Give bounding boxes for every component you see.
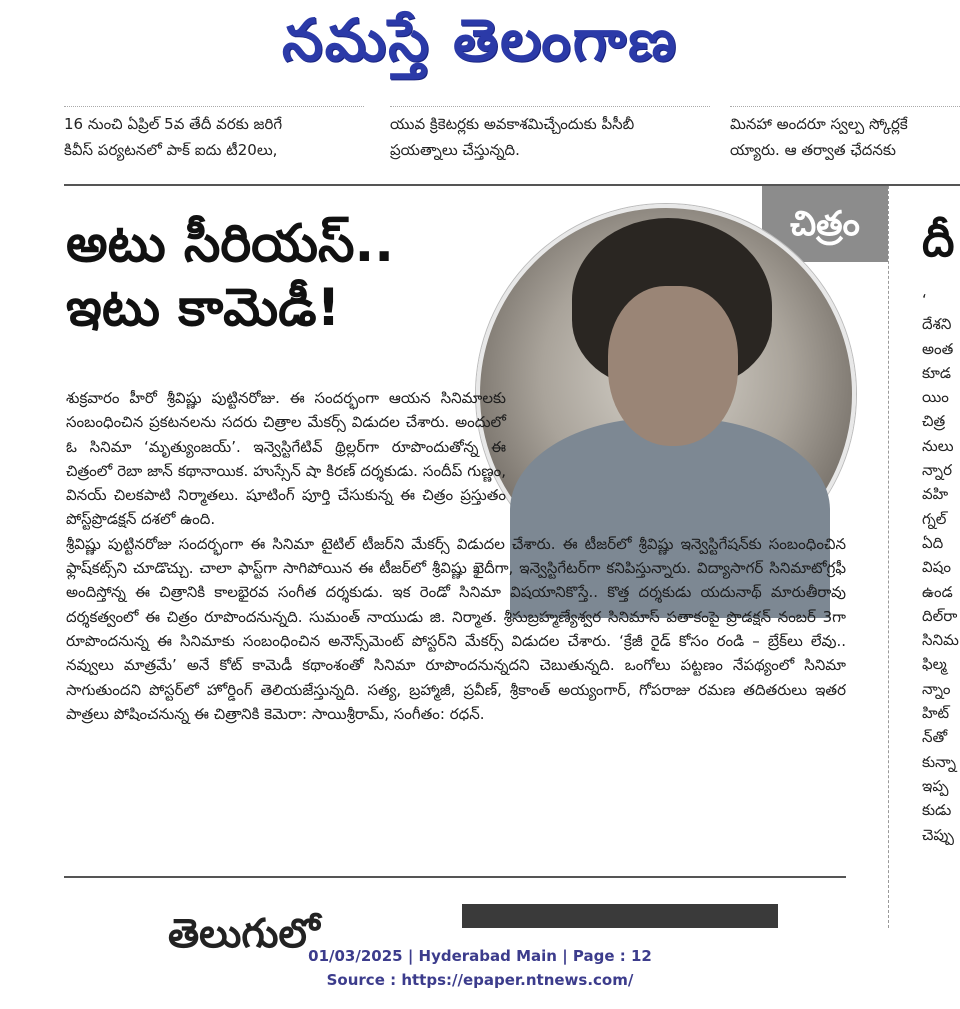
adjacent-line: న్నాం [922,679,951,698]
headline-line-2: ఇటు కామెడీ! [66,278,341,338]
adjacent-line: దిల్‌రా [922,606,958,625]
article-body [66,386,846,726]
adjacent-line: ‘ [922,291,927,309]
strip-line: య్యారు. ఆ తర్వాత ఛేదనకు [730,141,896,159]
next-article-headline: తెలుగులో [168,911,320,957]
adjacent-article-column [922,186,960,928]
headline-line-1: అటు సీరియస్.. [66,214,395,274]
column-divider [888,186,889,928]
next-article-photo [462,904,778,928]
adjacent-line: ఫిల్మ [922,655,947,674]
page-footer [0,944,960,992]
adjacent-line: హిట్ [922,704,950,723]
adjacent-line: కుడు [922,801,952,820]
source-link[interactable]: Source : https://epaper.ntnews.com/ [326,971,634,989]
adjacent-line: నులు [922,436,954,455]
strip-line: ప్రయత్నాలు చేస్తున్నది. [390,141,520,159]
adjacent-line: న్నార [922,461,952,480]
strip-column-3 [730,100,960,163]
adjacent-line: కున్నా [922,752,957,771]
adjacent-line: చెప్పు [922,825,954,844]
adjacent-line: కూడ [922,363,951,382]
masthead [0,0,960,90]
strip-line: యువ క్రికెటర్లకు అవకాశమిచ్చేందుకు పీసీబీ [390,115,635,133]
adjacent-line: విషం [922,558,951,577]
adjacent-headline: దీ [922,213,955,267]
strip-column-2 [390,100,710,163]
newspaper-logo: నమస్తే తెలంగాణ [282,6,678,74]
edition-info: 01/03/2025 | Hyderabad Main | Page : 12 [308,947,652,965]
adjacent-line: అంత [922,339,954,358]
adjacent-line: ఇప్ప [922,776,949,795]
article-paragraph: శ్రీవిష్ణు పుట్టినరోజు సందర్భంగా ఈ సినిమా టైటిల్ టీజర్‌ని మేకర్స్ విడుదల చేశారు. ఈ టీజర్‌లో శ్రీవిష్ణు ఇన్వెస్టిగేషన్‌కు సంబంధించిన ఫ్లాష్‌కట్స్‌ని చూడొచ్చు. చాలా ఫాస్ట్‌గా సాగిపోయిన ఈ టీజర్‌లో శ్రీవిష్ణు ఖైదీగా, ఇన్వెస్టిగేటర్‌గా కనిపిస్తున్నారు. విద్యాసాగర్ సినిమాటోగ్రఫీ అందిస్తోన్న ఈ చిత్రానికి కాలభైరవ సంగీత దర్శకుడు. ఇక రెండో సినిమా విషయానికొస్తే.. కొత్త దర్శకుడు యదునాథ్ మారుతీరావు దర్శకత్వంలో ఈ చిత్రం రూపొందనున్నది. సుమంత్ నాయుడు జి. నిర్మాత. శ్రీసుబ్రహ్మణ్యేశ్వర సినిమాస్ పతాకంపై ప్రొడక్షన్ నంబర్ 3గా రూపొందనున్న ఈ సినిమాకు సంబంధించిన అనౌన్స్‌మెంట్ పోస్టర్‌ని మేకర్స్ విడుదల చేశారు. ‘క్రేజీ రైడ్ కోసం రండి – బ్రేక్‌లు లేవు.. నవ్వులు మాత్రమే’ అనే కోట్ కామెడీ కథాంశంతో సినిమా రూపొందనున్నదని చెబుతున్నది. ఒంగోలు పట్టణం నేపథ్యంలో సినిమా సాగుతుందని పోస్టర్‌లో హోర్డింగ్ తెలియజేస్తున్నది. సత్య, బ్రహ్మాజీ, ప్రవీణ్, శ్రీకాంత్ అయ్యంగార్, గోపరాజు రమణ తదితరులు ఇతర పాత్రలు పోషించనున్న ఈ చిత్రానికి కెమెరా: సాయిశ్రీరామ్, సంగీతం: రధన్. [66,534,846,723]
strip-line: 16 నుంచి ఏప్రిల్ 5వ తేదీ వరకు జరిగే [64,115,283,133]
adjacent-line: యిం [922,388,949,407]
adjacent-line: న్‌తో [922,728,948,747]
adjacent-line: ఏది [922,533,944,552]
adjacent-line: ఉండ [922,582,953,601]
adjacent-line: దేశని [922,315,952,334]
adjacent-line: చిత్ర [922,412,946,431]
article-paragraph: శుక్రవారం హీరో శ్రీవిష్ణు పుట్టినరోజు. ఈ సందర్భంగా ఆయన సినిమాలకు సంబంధించిన ప్రకటనలను సదరు చిత్రాల మేకర్స్ విడుదల చేశారు. అందులో ఓ సినిమా ‘మృత్యుంజయ్’. ఇన్వెస్టిగేటివ్ థ్రిల్లర్‌గా రూపొందుతోన్న ఈ చిత్రంలో రెబా జాన్ కథానాయిక. హుస్సేన్ షా కిరణ్ దర్శకుడు. సందీప్ గుణ్ణం, వినయ్ చిలకపాటి నిర్మాతలు. షూటింగ్ పూర్తి చేసుకున్న ఈ చిత్రం ప్రస్తుతం పోస్ట్‌ప్రొడక్షన్ దశలో ఉంది. [66,389,506,529]
section-tag: చిత్రం [762,186,888,262]
adjacent-line: వహి [922,485,949,504]
previous-article-strip [0,100,960,170]
adjacent-line: సినిమ [922,631,959,650]
divider-rule [64,876,846,878]
strip-column-1 [64,100,364,163]
adjacent-line: గ్నల్ [922,509,947,528]
strip-line: కివీస్ పర్యటనలో పాక్ ఐదు టీ20లు, [64,141,278,159]
strip-line: మినహా అందరూ స్వల్ప స్కోర్లకే [730,115,908,133]
